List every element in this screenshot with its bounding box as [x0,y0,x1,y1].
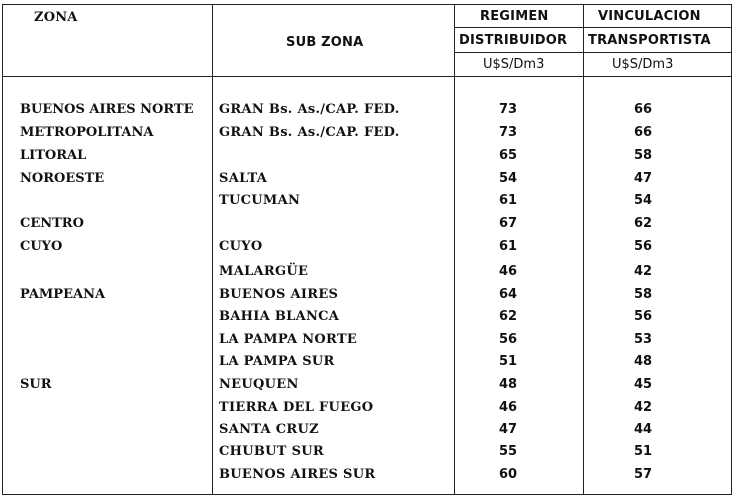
transportista-value: 66 [633,102,653,117]
transportista-value: 47 [633,171,653,186]
sub-zona-cell: CUYO [219,239,263,254]
regimen-divider [454,27,732,28]
transportista-value: 54 [633,193,653,208]
header-bottom-border [2,76,732,77]
distribuidor-value: 46 [498,400,518,415]
header-unit-transportista: U$S/Dm3 [612,57,674,72]
zona-cell: SUR [20,377,52,392]
header-transportista: TRANSPORTISTA [588,33,711,48]
units-divider [454,52,732,53]
distribuidor-value: 46 [498,264,518,279]
zona-cell: BUENOS AIRES NORTE [20,102,194,117]
distribuidor-value: 47 [498,422,518,437]
distribuidor-value: 64 [498,287,518,302]
sub-zona-cell: CHUBUT SUR [219,444,325,459]
transportista-value: 51 [633,444,653,459]
header-vinculacion: VINCULACION [598,9,701,24]
zona-cell: NOROESTE [20,171,105,186]
distribuidor-value: 60 [498,467,518,482]
subzona-distribuidor-divider [454,4,455,495]
header-unit-distribuidor: U$S/Dm3 [483,57,545,72]
sub-zona-cell: GRAN Bs. As./CAP. FED. [219,102,400,117]
header-regimen: REGIMEN [480,9,549,24]
transportista-value: 42 [633,400,653,415]
zona-cell: CENTRO [20,216,84,231]
zona-subzona-divider [212,4,213,495]
distribuidor-value: 54 [498,171,518,186]
zona-cell: CUYO [20,239,63,254]
transportista-value: 56 [633,309,653,324]
zona-cell: LITORAL [20,148,87,163]
header-distribuidor: DISTRIBUIDOR [459,33,568,48]
sub-zona-cell: BAHIA BLANCA [219,309,340,324]
distribuidor-value: 62 [498,309,518,324]
transportista-value: 66 [633,125,653,140]
transportista-value: 53 [633,332,653,347]
transportista-value: 44 [633,422,653,437]
zona-cell: PAMPEANA [20,287,106,302]
bottom-border [2,494,732,495]
sub-zona-cell: SANTA CRUZ [219,422,319,437]
distribuidor-value: 55 [498,444,518,459]
distribuidor-value: 48 [498,377,518,392]
distribuidor-value: 51 [498,354,518,369]
transportista-value: 48 [633,354,653,369]
distribuidor-value: 65 [498,148,518,163]
transportista-value: 58 [633,148,653,163]
header-zona: ZONA [34,10,78,25]
distribuidor-value: 73 [498,102,518,117]
sub-zona-cell: TIERRA DEL FUEGO [219,400,374,415]
distribuidor-value: 67 [498,216,518,231]
sub-zona-cell: GRAN Bs. As./CAP. FED. [219,125,400,140]
distribuidor-value: 61 [498,239,518,254]
sub-zona-cell: LA PAMPA SUR [219,354,335,369]
distribuidor-value: 56 [498,332,518,347]
left-border [2,4,3,495]
sub-zona-cell: TUCUMAN [219,193,301,208]
transportista-value: 56 [633,239,653,254]
sub-zona-cell: SALTA [219,171,268,186]
top-border [2,4,732,5]
sub-zona-cell: BUENOS AIRES [219,287,339,302]
transportista-value: 57 [633,467,653,482]
header-sub-zona: SUB ZONA [286,35,364,50]
transportista-value: 62 [633,216,653,231]
sub-zona-cell: NEUQUEN [219,377,299,392]
zona-cell: METROPOLITANA [20,125,154,140]
sub-zona-cell: BUENOS AIRES SUR [219,467,376,482]
transportista-value: 58 [633,287,653,302]
distribuidor-transportista-divider [583,4,584,495]
transportista-value: 45 [633,377,653,392]
distribuidor-value: 73 [498,125,518,140]
sub-zona-cell: LA PAMPA NORTE [219,332,358,347]
distribuidor-value: 61 [498,193,518,208]
right-border [731,4,732,495]
sub-zona-cell: MALARGÜE [219,264,309,279]
transportista-value: 42 [633,264,653,279]
